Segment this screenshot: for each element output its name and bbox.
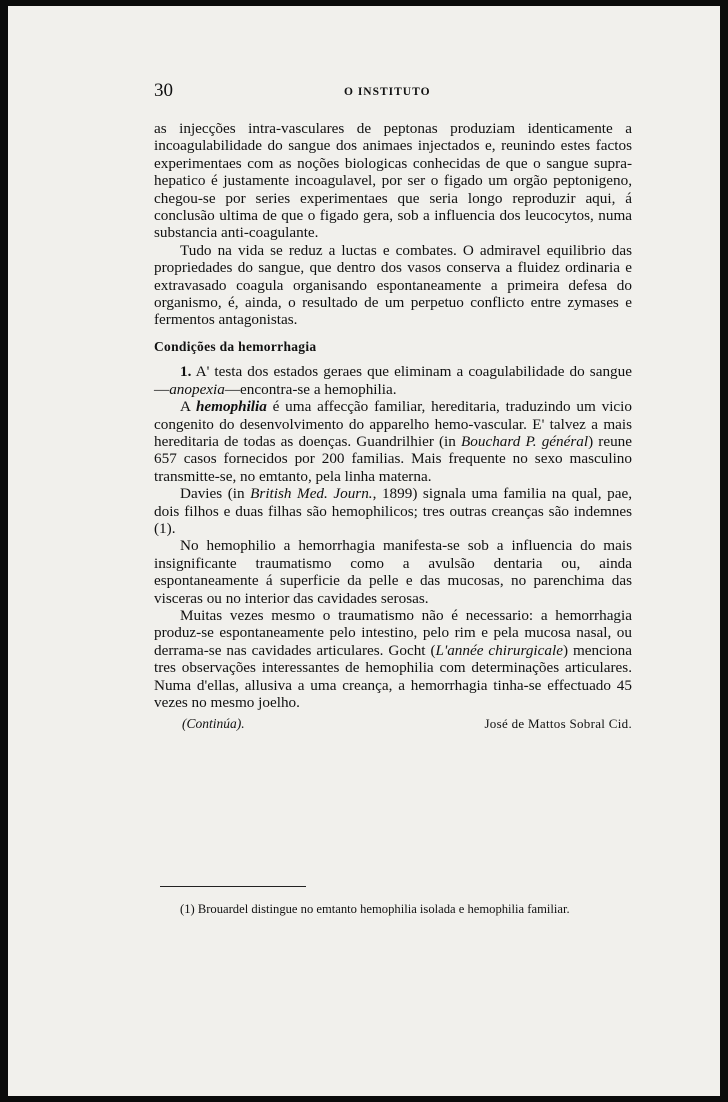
paragraph-4-text-a: A — [180, 398, 196, 416]
paragraph-5 — [154, 485, 632, 537]
author-name: José de Mattos Sobral Cid. — [484, 716, 632, 732]
article-body — [154, 120, 632, 733]
paragraph-7-text-b: ) menciona tres observações interessantes de hemophilia com determinações articulares. Numa d'ellas, allusiva a uma creança, a hemorrhagia tinha-se effectuado 45 vezes no mesmo joelho. — [154, 641, 632, 711]
footnote — [154, 902, 634, 916]
signature-line — [154, 715, 632, 732]
paragraph-4-text-c: ) reune 657 casos fornecidos por 200 familias. Mais frequente no sexo masculino transmitte-se, no emtanto, pela linha materna. — [154, 432, 632, 485]
running-title: O INSTITUTO — [344, 86, 431, 98]
paragraph-5-text-a: Davies (in — [180, 485, 251, 503]
page-number: 30 — [154, 80, 173, 101]
paragraph-number: 1. — [180, 363, 192, 381]
paragraph-4 — [154, 398, 632, 485]
paragraph-7 — [154, 607, 632, 711]
term-hemophilia: hemophilia — [195, 398, 267, 416]
paragraph-7-text-a: Muitas vezes mesmo o traumatismo não é necessario: a hemorrhagia produz-se espontaneamente pelo intestino, pelo rim e pela mucosa nasal, ou derrama-se nas cavidades articulares. Gocht ( — [154, 606, 632, 659]
paragraph-1: as injecções intra-vasculares de peptonas produziam identicamente a incoagulabilidade do sangue dos animaes injectados e, reunindo estes factos experimentaes com as noções biologicas conhecidas de que o sangue supra-hepatico é justamente incoagulavel, por ser o figado um orgão peptonigeno, chegou-se por series experimentaes que seria longo reproduzir aqui, á conclusão ultima de que o figado gera, sob a influencia dos leucocytos, numa substancia anti-coagulante. — [154, 120, 632, 242]
footnote-rule — [160, 886, 306, 887]
paragraph-2: Tudo na vida se reduz a luctas e combates. O admiravel equilibrio das propriedades do sangue, que dentro dos vasos conserva a fluidez ordinaria e extravasado coagula organisando espontaneamente a primeira defesa do organismo, é, ainda, o resultado de um perpetuo conflicto entre zymases e fermentos antagonistas. — [154, 241, 632, 329]
paragraph-3-text-b: —encontra-se a hemophilia. — [224, 380, 397, 398]
reference-british-med-journ: British Med. Journ. — [250, 485, 373, 503]
paragraph-6: No hemophilio a hemorrhagia manifesta-se sob a influencia do mais insignificante traumatismo como a avulsão dentaria ou, ainda espontaneamente á superficie da pelle e das mucosas, no parenchima das visceras ou no interior das cavidades serosas. — [154, 537, 632, 607]
paragraph-5-text-b: , 1899) signala uma familia na qual, pae, dois filhos e duas filhas são hemophilicos; tres outras creanças são indemnes (1). — [154, 485, 632, 537]
reference-bouchard: Bouchard P. général — [461, 432, 589, 450]
reference-annee-chirurgicale: L'année chirurgicale — [435, 641, 563, 659]
paragraph-3-text-a: A' testa dos estados geraes que eliminam a coagulabilidade do sangue— — [154, 363, 632, 398]
term-anopexia: anopexia — [169, 380, 225, 398]
paragraph-4-text-b: é uma affecção familiar, hereditaria, traduzindo um vicio congenito do desenvolvimento do apparelho hemo-vascular. E' talvez a mais hereditaria de todas as doenças. Guandrilhier (in — [154, 398, 632, 450]
book-page — [8, 6, 720, 1096]
section-heading: Condições da hemorrhagia — [154, 338, 317, 354]
continua-note: (Continúa). — [182, 716, 245, 732]
footnote-text: (1) Brouardel distingue no emtanto hemophilia isolada e hemophilia familiar. — [180, 902, 570, 916]
paragraph-3 — [154, 363, 632, 398]
page-header — [154, 78, 632, 104]
